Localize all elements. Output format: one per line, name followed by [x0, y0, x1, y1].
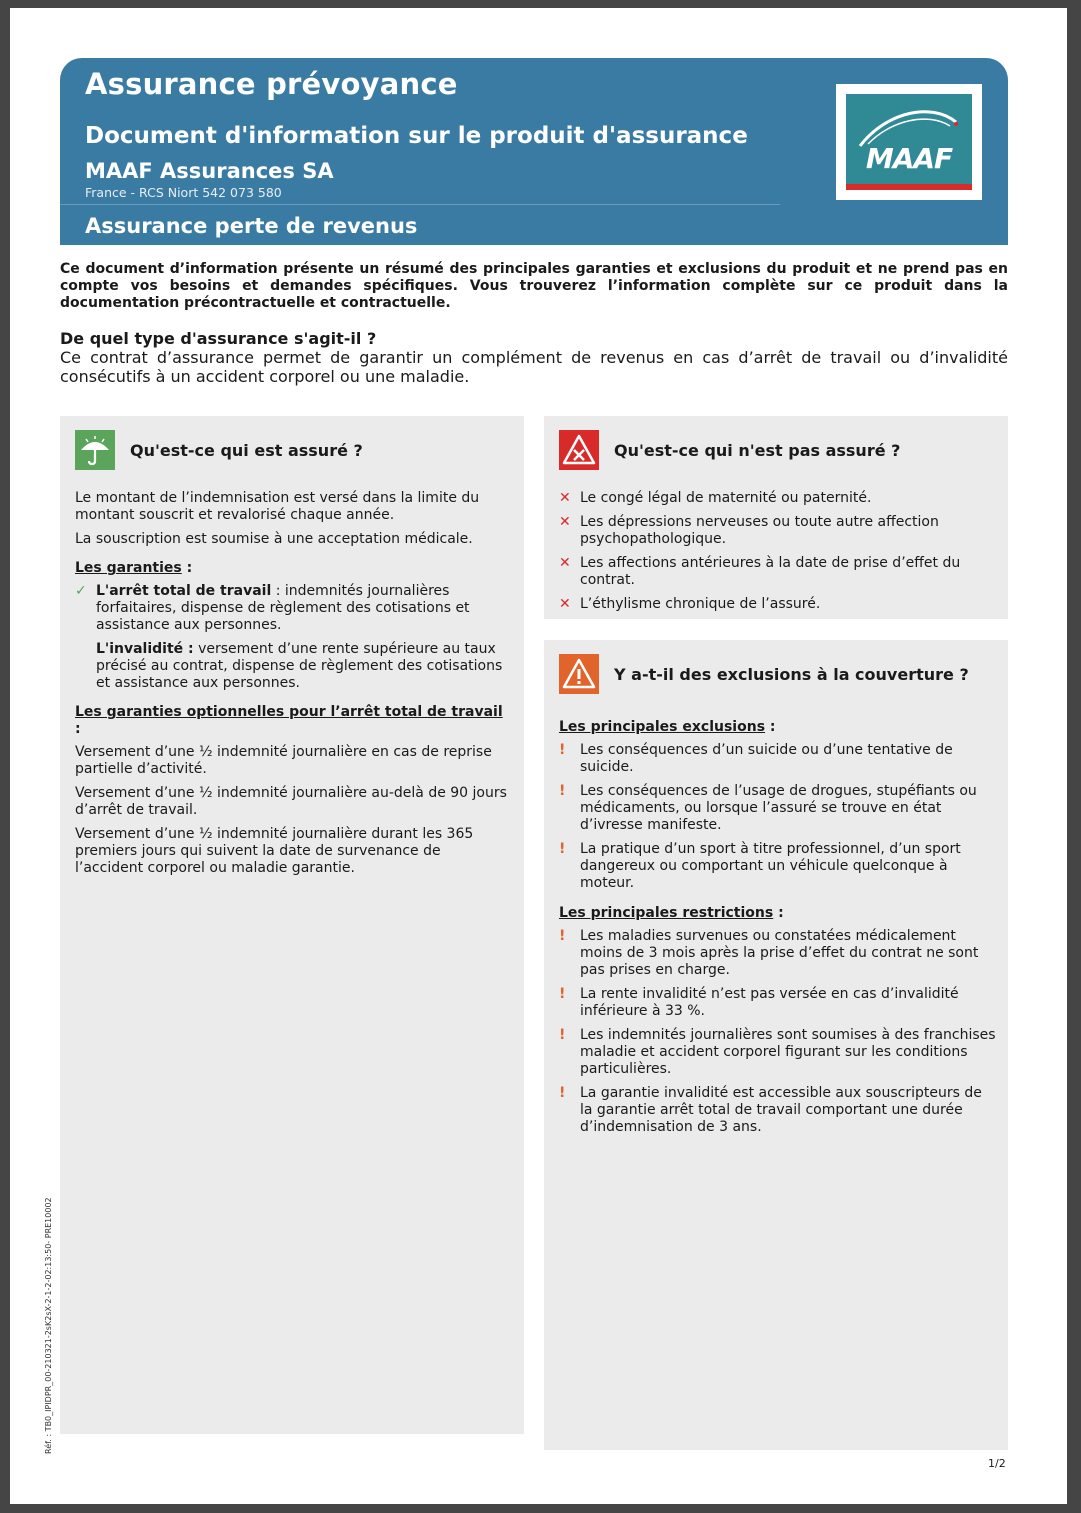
not-insured-panel [544, 416, 1008, 619]
optional-guarantees-heading: Les garanties optionnelles pour l’arrêt total de travail : [75, 704, 503, 737]
logo-tile [846, 94, 972, 190]
document-reference: Réf. : TB0_IPIDPR_00-210321-2sK2sX-2-1-2-02:13:50- PRE10002 [44, 1197, 53, 1454]
exclamation-icon: ! [559, 841, 566, 857]
warning-exclamation-icon [559, 654, 599, 694]
cross-icon: ✕ [559, 514, 571, 530]
insurance-type-question: De quel type d'assurance s'agit-il ? [60, 329, 377, 348]
list-item: ! Les maladies survenues ou constatées médicalement moins de 3 mois après la prise d’effet du contrat ne sont pas prises en charge. [559, 928, 979, 978]
list-item: ! La rente invalidité n’est pas versée en cas d’invalidité inférieure à 33 %. [559, 986, 959, 1019]
optional-guarantee-2: Versement d’une ½ indemnité journalière au-delà de 90 jours d’arrêt de travail. [75, 785, 507, 818]
list-item: ! La pratique d’un sport à titre professionnel, d’un sport dangereux ou comportant un véhicule quelconque à moteur. [559, 841, 961, 891]
document-subtitle: Document d'information sur le produit d'assurance [85, 123, 748, 149]
exclamation-icon: ! [559, 1085, 566, 1101]
product-name: Assurance perte de revenus [85, 214, 418, 238]
exclamation-icon: ! [559, 928, 566, 944]
insured-body [75, 490, 513, 884]
list-item: ! Les indemnités journalières sont soumises à des franchises maladie et accident corporel figurant sur les conditions particulières. [559, 1027, 996, 1077]
list-item: ! Les conséquences de l’usage de drogues, stupéfiants ou médicaments, ou lorsque l’assuré se trouve en état d’ivresse manifeste. [559, 783, 977, 833]
page-number: 1/2 [988, 1457, 1006, 1470]
main-exclusions-heading: Les principales exclusions : [559, 719, 776, 735]
exclamation-icon: ! [559, 986, 566, 1002]
maaf-logo [836, 84, 982, 200]
list-item: ✓ L'arrêt total de travail : indemnités journalières forfaitaires, dispense de règlement des cotisations et assistance aux personnes. [75, 583, 470, 633]
exclusions-title: Y a-t-il des exclusions à la couverture ? [614, 665, 969, 684]
exclusions-panel [544, 640, 1008, 1450]
exclusions-body [559, 719, 997, 1143]
insurance-type-answer: Ce contrat d’assurance permet de garantir un complément de revenus en cas d’arrêt de travail ou d’invalidité consécutifs à un accident corporel ou une maladie. [60, 348, 1008, 386]
not-insured-title: Qu'est-ce qui n'est pas assuré ? [614, 441, 901, 460]
guarantees-heading: Les garanties : [75, 560, 193, 576]
document-page [10, 8, 1067, 1504]
cross-icon: ✕ [559, 490, 571, 506]
insured-panel [60, 416, 524, 1434]
cross-icon: ✕ [559, 555, 571, 571]
list-item: L'invalidité : versement d’une rente supérieure au taux précisé au contrat, dispense de règlement des cotisations et assistance aux personnes. [96, 641, 503, 691]
company-registration: France - RCS Niort 542 073 580 [85, 185, 282, 200]
list-item: ✕ L’éthylisme chronique de l’assuré. [559, 596, 821, 612]
list-item: ✕ Les affections antérieures à la date de prise d’effet du contrat. [559, 555, 961, 588]
not-insured-list [559, 490, 997, 620]
logo-text: MAAF [865, 142, 953, 175]
optional-guarantee-3: Versement d’une ½ indemnité journalière durant les 365 premiers jours qui suivent la date de survenance de l’accident corporel ou maladie garantie. [75, 826, 474, 876]
list-item: ✕ Le congé légal de maternité ou paternité. [559, 490, 872, 506]
header-divider [60, 204, 780, 205]
exclamation-icon: ! [559, 783, 566, 799]
page-title: Assurance prévoyance [85, 67, 458, 101]
main-restrictions-heading: Les principales restrictions : [559, 905, 784, 921]
insured-title: Qu'est-ce qui est assuré ? [130, 441, 363, 460]
exclamation-icon: ! [559, 742, 566, 758]
indemnity-limit-text: Le montant de l’indemnisation est versé dans la limite du montant souscrit et revalorisé chaque année. [75, 490, 480, 523]
warning-cross-icon [559, 430, 599, 470]
optional-guarantee-1: Versement d’une ½ indemnité journalière en cas de reprise partielle d’activité. [75, 744, 492, 777]
list-item: ✕ Les dépressions nerveuses ou toute autre affection psychopathologique. [559, 514, 939, 547]
umbrella-icon [75, 430, 115, 470]
medical-acceptance-text: La souscription est soumise à une acceptation médicale. [75, 531, 473, 547]
list-item: ! La garantie invalidité est accessible aux souscripteurs de la garantie arrêt total de travail comportant une durée d’indemnisation de 3 ans. [559, 1085, 982, 1135]
header-banner [60, 58, 1008, 245]
cross-icon: ✕ [559, 596, 571, 612]
company-name: MAAF Assurances SA [85, 159, 334, 183]
check-icon: ✓ [75, 583, 87, 599]
intro-summary: Ce document d’information présente un résumé des principales garanties et exclusions du produit et ne prend pas en compte vos besoins et demandes spécifiques. Vous trouverez l’information complète sur ce produit dans la documentation précontractuelle et contractuelle. [60, 261, 1008, 311]
list-item: ! Les conséquences d’un suicide ou d’une tentative de suicide. [559, 742, 953, 775]
exclamation-icon: ! [559, 1027, 566, 1043]
